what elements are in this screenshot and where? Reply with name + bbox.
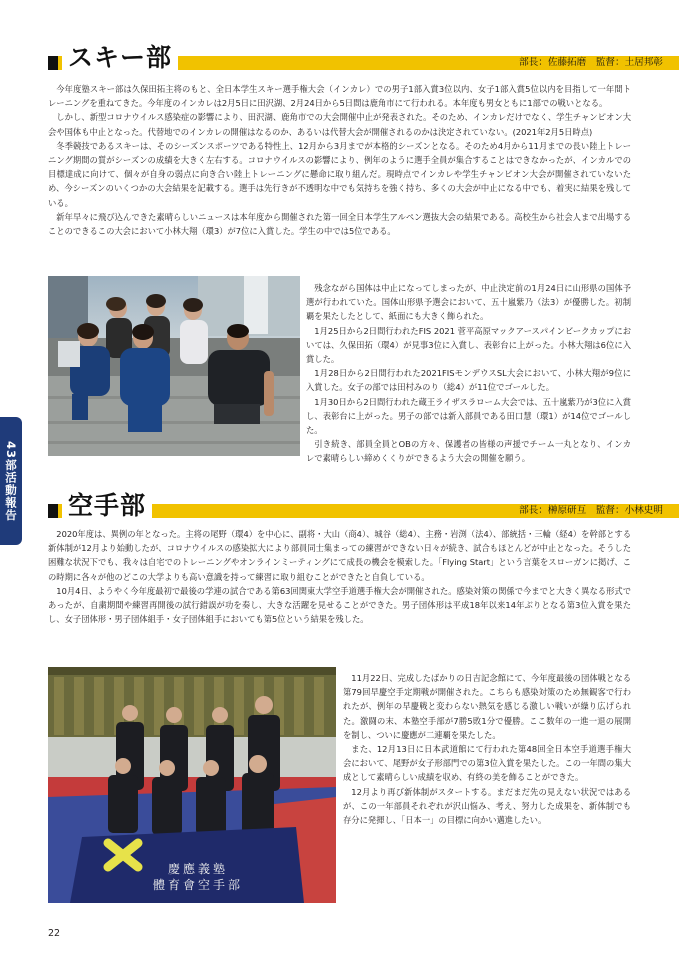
ski-paragraph: 1月28日から2日間行われた2021FISモンデウスSL大会において、小林大翔が9位に入賞した。女子の部では田村みのり（総4）が11位でゴールした。 [306, 368, 631, 393]
ski-header-mark [48, 56, 58, 70]
karate-paragraph: 2020年度は、異例の年となった。主将の尾野（環4）を中心に、副将・大山（商4）、城谷（総4）、主務・岩渕（法4）、部統括・三輪（経4）を幹部とする新体制が12月より始動したが、コロナウイルスの感染拡大により部員同士集まっての練習ができない日々が続き、試合もほとんどが中止となった。そうした困難な状況下でも、我々は自宅でのトレーニングやオンラインミーティングにて成長の機会を模索した。「Flying Start」という言葉をスローガンに掲げ、この時期に各々が他のどこの大学よりも高い意識を持って練習に取り組むことができたと自負している。 [48, 529, 631, 582]
page-number: 22 [48, 928, 61, 939]
ski-paragraph: しかし、新型コロナウイルス感染症の影響により、田沢湖、鹿角市での大会開催中止が発表された。そのため、インカレだけでなく、学生チャンピオン大会や国体も中止となった。代替地でのインカレの開催はなるのか、あるいは代替大会が開催されるのかは決定されていない。(2021年2月5日時点) [48, 112, 631, 137]
ski-paragraph: 1月30日から2日間行われた蔵王ライザスラローム大会では、五十嵐紫乃が3位に入賞し、表彰台に上がった。男子の部では新入部員である田口慧（環1）が14位でゴールした。 [306, 396, 631, 436]
ski-paragraph: 新年早々に飛び込んできた素晴らしいニュースは本年度から開催された第一回全日本学生アルペン選抜大会の結果である。高校生から社会人まで出場することのできるこの大会において小林大翔（環3）が7位に入賞した。学生の中では5位である。 [48, 211, 631, 237]
section-tab: 43部活動報告 [0, 417, 22, 545]
karate-officers: 部長：榊原研互 監督：小林史明 [519, 505, 663, 516]
karate-top-text [48, 527, 631, 626]
karate-paragraph: 10月4日、ようやく今年度最初で最後の学連の試合である第63回関東大学空手道選手権大会が開催された。感染対策の関係で今までと大きく異なる形式であったが、自粛期間や練習再開後の試行錯誤が功を奏し、大きな活躍を見せることができた。男子団体形は平成18年以来14年ぶりとなる第3位入賞を果たし、女子団体形・男子団体組手・女子団体組手においても第5位という結果を残した。 [48, 585, 631, 625]
ski-officers: 部長：佐藤拓磨 監督：土居邦彰 [519, 57, 663, 68]
karate-team-photo-image [48, 667, 336, 903]
ski-paragraph: 今年度塾スキー部は久保田拓主将のもと、全日本学生スキー選手権大会（インカレ）での男子1部入賞3位以内、女子1部入賞5位以内を目指して一年間トレーニングを重ねてきた。今年度のインカレは2月5日に田沢湖、2月24日から5日間は鹿角市にて行われる。本年度も男女ともに1部での戦いとなる。 [48, 84, 631, 109]
karate-banner-text: 慶應義塾體育會空手部 [152, 862, 244, 892]
ski-paragraph: 引き続き、部員全員とOBの方々、保護者の皆様の声援でチーム一丸となり、インカレで素晴らしい締めくくりができるよう大会の開催を願う。 [306, 439, 631, 464]
ski-title: スキー部 [62, 38, 178, 74]
ski-paragraph: 残念ながら国体は中止になってしまったが、中止決定前の1月24日に山形県の国体予選が行われていた。国体山形県予選会において、五十嵐紫乃（法3）が優勝した。初制覇を果たしたとして、紙面にも大きく飾られた。 [306, 283, 631, 322]
ski-team-photo [48, 276, 300, 456]
ski-paragraph: 1月25日から2日間行われたFIS 2021 菅平高原マックアースパインビークカップにおいては、久保田拓（環4）が見事3位に入賞し、表彰台に上がった。小林大翔は6位に入賞した。 [306, 325, 631, 365]
karate-header-mark [48, 504, 58, 518]
karate-paragraph: 11月22日、完成したばかりの日吉記念館にて、今年度最後の団体戦となる第79回早慶空手定期戦が開催された。こちらも感染対策のため無観客で行われたが、例年の早慶戦と変わらない熱気を感じる激しい戦いが繰り広げられた。激闘の末、本塾空手部が7勝5敗1分で優勝。ここ数年の一進一退の展開を制し、ついに慶應が二連覇を果たした。 [343, 673, 631, 740]
karate-title: 空手部 [62, 486, 152, 522]
ski-header [48, 44, 679, 74]
ski-paragraph: 冬季競技であるスキーは、そのシーズンスポーツである特性上、12月から3月までが本格的シーズンとなる。そのため4月から11月までの長い陸上トレーニング期間の質がシーズンの成績を大きく左右する。コロナウイルスの影響により、例年のように選手全員が集合することはできなかったが、インカルでの目標達成に向けて、個々が自身の弱点に向き合い陸上トレーニングに懸命に取り組んだ。現時点でインカレや学生チャンピオン大会が開催されていないため、今シーズンのいくつかの大会結果を記載する。選手は先行きが不透明な中でも気持ちを強く持ち、多くの大会が中止になる中でも、着実に結果を残している。 [48, 140, 631, 208]
ski-team-photo-image [48, 276, 300, 456]
karate-side-text [343, 671, 631, 827]
karate-paragraph: 12月より再び新体制がスタートする。まだまだ先の見えない状況ではあるが、この一年部員それぞれが沢山悩み、考え、努力した成果を、新体制でも存分に発揮し、「日本一」の目標に向かい邁進したい。 [343, 786, 631, 826]
ski-top-text [48, 82, 631, 238]
karate-header [48, 492, 679, 522]
karate-paragraph: また、12月13日に日本武道館にて行われた第48回全日本空手道選手権大会において、尾野が女子形部門での第3位入賞を果たした。この一年間の集大成として素晴らしい成績を収め、有終の美を飾ることができた。 [343, 744, 631, 783]
ski-side-text [306, 281, 631, 466]
karate-team-photo [48, 667, 336, 903]
